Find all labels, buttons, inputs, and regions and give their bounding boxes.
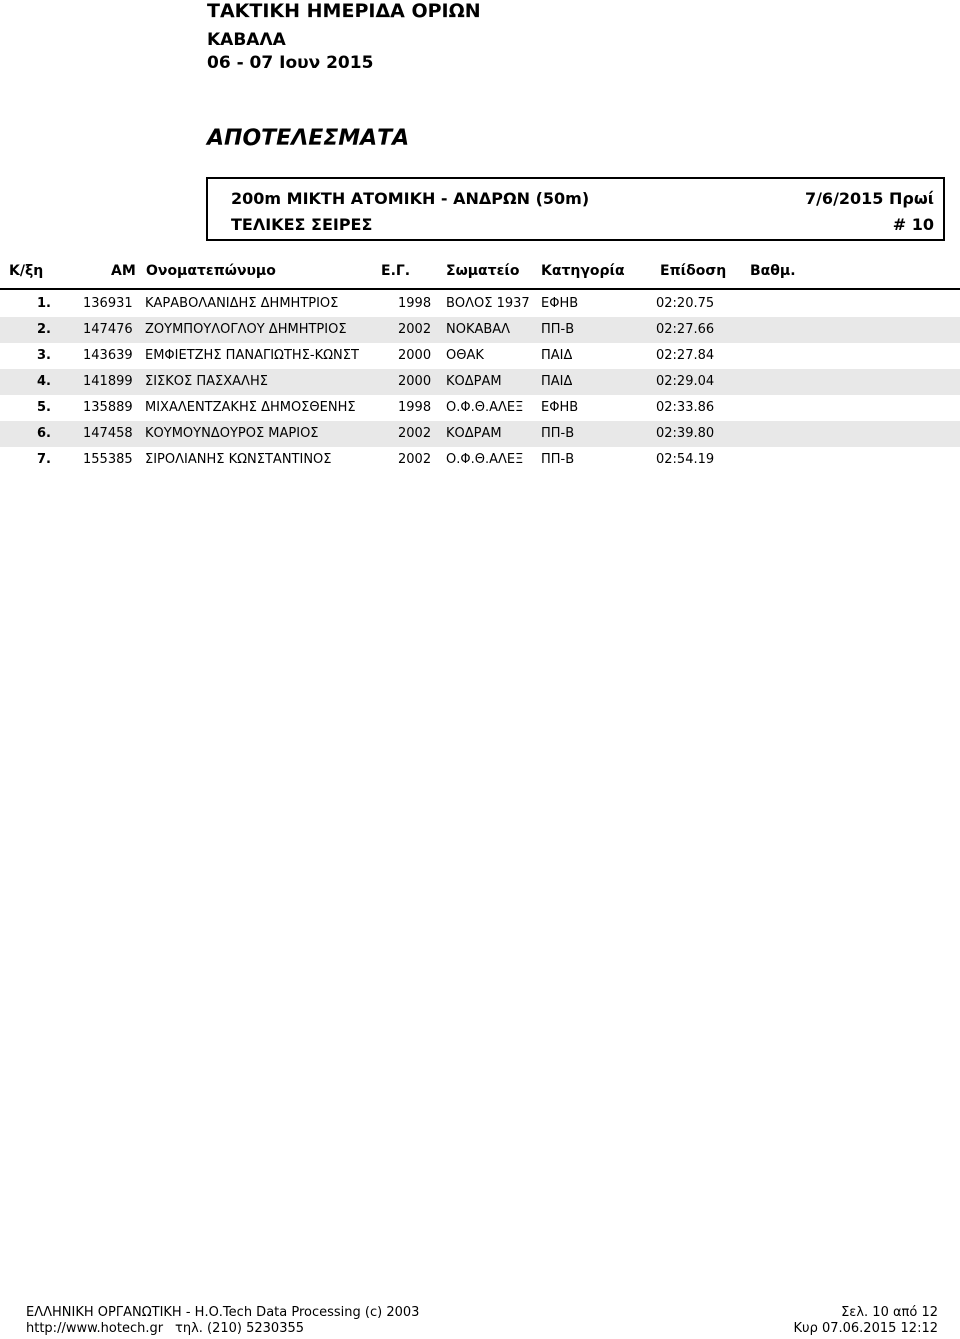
col-club: Σωματείο (446, 263, 520, 279)
name-cell: ΖΟΥΜΠΟΥΛΟΓΛΟΥ ΔΗΜΗΤΡΙΟΣ (145, 322, 347, 337)
name-cell: ΕΜΦΙΕΤΖΗΣ ΠΑΝΑΓΙΩΤΗΣ-ΚΩΝΣΤ (145, 348, 359, 363)
footer-print-date: Κυρ 07.06.2015 12:12 (793, 1321, 938, 1336)
col-category: Κατηγορία (541, 263, 625, 279)
rank-cell: 5. (37, 400, 51, 415)
performance-cell: 02:29.04 (656, 374, 715, 389)
table-row (0, 447, 960, 473)
col-year: Ε.Γ. (381, 263, 411, 279)
event-name: 200m ΜΙΚΤΗ ΑΤΟΜΙΚΗ - ΑΝΔΡΩΝ (50m) (231, 189, 590, 208)
col-performance: Επίδοση (660, 263, 727, 279)
table-row (0, 421, 960, 447)
event-stage: ΤΕΛΙΚΕΣ ΣΕΙΡΕΣ (231, 215, 373, 234)
category-cell: ΠΠ-Β (541, 426, 575, 441)
event-datetime: 7/6/2015 Πρωί (804, 189, 934, 208)
am-cell: 147476 (83, 322, 133, 337)
am-cell: 141899 (83, 374, 133, 389)
col-name: Ονοματεπώνυμο (146, 263, 276, 279)
name-cell: ΚΟΥΜΟΥΝΔΟΥΡΟΣ ΜΑΡΙΟΣ (145, 426, 319, 441)
rank-cell: 1. (37, 296, 51, 311)
rank-cell: 7. (37, 452, 51, 467)
meet-city: ΚΑΒΑΛΑ (207, 30, 286, 50)
club-cell: Ο.Φ.Θ.ΑΛΕΞ (446, 452, 524, 467)
am-cell: 147458 (83, 426, 133, 441)
meet-dates: 06 - 07 Ιουν 2015 (207, 53, 374, 73)
year-cell: 2002 (398, 426, 432, 441)
rank-cell: 6. (37, 426, 51, 441)
year-cell: 2002 (398, 452, 432, 467)
table-row (0, 317, 960, 343)
footer-org: ΕΛΛΗΝΙΚΗ ΟΡΓΑΝΩΤΙΚΗ - Η.Ο.Tech Data Processing (c) 2003 (26, 1305, 420, 1320)
name-cell: ΚΑΡΑΒΟΛΑΝΙΔΗΣ ΔΗΜΗΤΡΙΟΣ (145, 296, 339, 311)
am-cell: 155385 (83, 452, 133, 467)
am-cell: 143639 (83, 348, 133, 363)
am-cell: 136931 (83, 296, 133, 311)
footer-page-number: Σελ. 10 από 12 (841, 1305, 938, 1320)
rank-cell: 4. (37, 374, 51, 389)
table-row (0, 395, 960, 421)
col-score: Βαθμ. (750, 263, 796, 279)
name-cell: ΣΙΣΚΟΣ ΠΑΣΧΑΛΗΣ (145, 374, 268, 389)
performance-cell: 02:39.80 (656, 426, 715, 441)
name-cell: ΜΙΧΑΛΕΝΤΖΑΚΗΣ ΔΗΜΟΣΘΕΝΗΣ (145, 400, 356, 415)
performance-cell: 02:27.84 (656, 348, 715, 363)
col-am: ΑΜ (111, 263, 136, 279)
category-cell: ΕΦΗΒ (541, 296, 579, 311)
performance-cell: 02:54.19 (656, 452, 715, 467)
category-cell: ΠΑΙΔ (541, 374, 573, 389)
club-cell: Ο.Φ.Θ.ΑΛΕΞ (446, 400, 524, 415)
category-cell: ΕΦΗΒ (541, 400, 579, 415)
meet-title: ΤΑΚΤΙΚΗ ΗΜΕΡΙΔΑ ΟΡΙΩΝ (207, 0, 481, 22)
category-cell: ΠΠ-Β (541, 322, 575, 337)
name-cell: ΣΙΡΟΛΙΑΝΗΣ ΚΩΝΣΤΑΝΤΙΝΟΣ (145, 452, 332, 467)
footer-phone: τηλ. (210) 5230355 (175, 1321, 305, 1336)
club-cell: ΚΟΔΡΑΜ (446, 374, 502, 389)
club-cell: ΚΟΔΡΑΜ (446, 426, 502, 441)
rank-cell: 3. (37, 348, 51, 363)
results-heading: ΑΠΟΤΕΛΕΣΜΑΤΑ (207, 126, 410, 151)
table-row (0, 369, 960, 395)
category-cell: ΠΑΙΔ (541, 348, 573, 363)
event-number: # 10 (892, 215, 934, 234)
table-row (0, 343, 960, 369)
performance-cell: 02:20.75 (656, 296, 715, 311)
year-cell: 2000 (398, 348, 432, 363)
col-rank: Κ/ξη (9, 263, 44, 279)
am-cell: 135889 (83, 400, 133, 415)
year-cell: 1998 (398, 400, 432, 415)
club-cell: ΟΘΑΚ (446, 348, 484, 363)
year-cell: 2002 (398, 322, 432, 337)
category-cell: ΠΠ-Β (541, 452, 575, 467)
table-row (0, 291, 960, 317)
year-cell: 2000 (398, 374, 432, 389)
header-divider (0, 288, 960, 290)
club-cell: ΝΟΚΑΒΑΛ (446, 322, 511, 337)
rank-cell: 2. (37, 322, 51, 337)
footer-url[interactable]: http://www.hotech.gr (26, 1321, 164, 1336)
year-cell: 1998 (398, 296, 432, 311)
performance-cell: 02:33.86 (656, 400, 715, 415)
performance-cell: 02:27.66 (656, 322, 715, 337)
club-cell: ΒΟΛΟΣ 1937 (446, 296, 530, 311)
event-box (206, 177, 945, 241)
